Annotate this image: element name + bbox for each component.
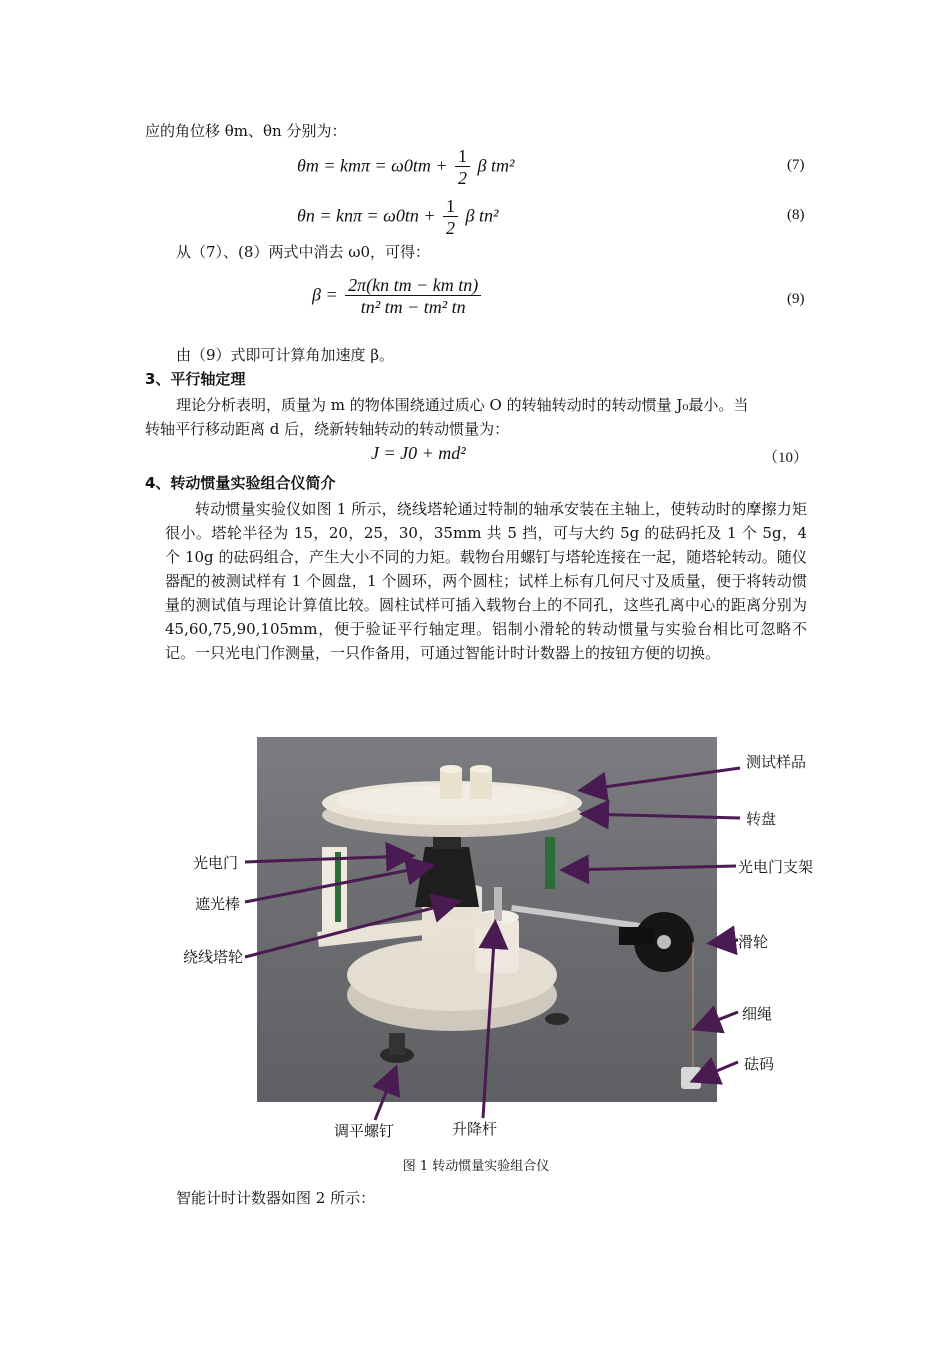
eq7-fraction bbox=[455, 146, 470, 189]
calc-line: 由（9）式即可计算角加速度 β。 bbox=[176, 346, 394, 364]
eq8-lhs: θn = knπ = ω0tn + bbox=[297, 205, 436, 226]
equation-10: J = J0 + md² bbox=[371, 443, 466, 463]
eq7-number: (7) bbox=[787, 157, 805, 173]
eq9-number: (9) bbox=[787, 291, 805, 307]
eq7-frac-num: 1 bbox=[455, 146, 470, 167]
intro-line: 应的角位移 θm、θn 分别为： bbox=[145, 122, 347, 140]
section-4-body bbox=[165, 497, 807, 665]
eq8-frac-num: 1 bbox=[443, 196, 458, 217]
section-4-title: 4、转动惯量实验组合仪简介 bbox=[145, 474, 336, 492]
closing-line: 智能计时计数器如图 2 所示： bbox=[176, 1189, 376, 1207]
label-pulley: 滑轮 bbox=[738, 933, 769, 951]
label-weight: 砝码 bbox=[744, 1055, 775, 1073]
eq8-frac-den: 2 bbox=[446, 218, 455, 238]
label-shade-rod: 遮光棒 bbox=[195, 895, 241, 913]
label-turntable: 转盘 bbox=[746, 810, 777, 828]
equation-7 bbox=[297, 146, 514, 189]
label-tower-wheel: 绕线塔轮 bbox=[183, 948, 244, 966]
section-4-paragraph: 转动惯量实验仪如图 1 所示，绕线塔轮通过特制的轴承安装在主轴上，使转动时的摩擦力矩很小。塔轮半径为 15，20，25，30，35mm 共 5 挡，可与大约 5g 的砝码托及 1 个 5g，4 个 10g 的砝码组合，产生大小不同的力矩。载物台用螺钉与塔轮连接在一起，随塔轮转动。随仪器配的被测试样有 1 个圆盘，1 个圆环，两个圆柱；试样上标有几何尺寸及质量，便于将转动惯量的测试值与理论计算值比较。圆柱试样可插入载物台上的不同孔，这些孔离中心的距离分别为 45,60,75,90,105mm，便于验证平行轴定理。铝制小滑轮的转动惯量与实验台相比可忽略不记。一只光电门作测量，一只作备用，可通过智能计时计数器上的按钮方便的切换。 bbox=[165, 500, 807, 662]
label-photogate: 光电门 bbox=[193, 854, 239, 872]
eq9-frac-num: 2π(kn tm − km tn) bbox=[345, 275, 481, 296]
section-3-line2: 转轴平行移动距离 d 后，绕新转轴转动的转动惯量为： bbox=[145, 420, 510, 438]
eq8-number: (8) bbox=[787, 207, 805, 223]
apparatus-photo bbox=[257, 737, 717, 1102]
eq9-lhs: β = bbox=[312, 284, 338, 305]
label-photogate-bracket: 光电门支架 bbox=[738, 858, 814, 876]
eq7-rhs: β tm² bbox=[477, 155, 515, 176]
label-string: 细绳 bbox=[742, 1005, 773, 1023]
eq9-frac-den: tn² tm − tm² tn bbox=[360, 297, 466, 317]
eliminate-line: 从（7）、(8）两式中消去 ω0，可得： bbox=[176, 243, 430, 261]
eq9-fraction bbox=[345, 275, 481, 318]
eq8-fraction bbox=[443, 196, 458, 239]
eq7-frac-den: 2 bbox=[458, 168, 467, 188]
equation-8 bbox=[297, 196, 498, 239]
eq7-lhs: θm = kmπ = ω0tm + bbox=[297, 155, 448, 176]
section-3-title: 3、平行轴定理 bbox=[145, 370, 246, 388]
figure-caption: 图 1 转动惯量实验组合仪 bbox=[402, 1159, 550, 1174]
eq10-number: （10） bbox=[763, 450, 809, 466]
eq8-rhs: β tn² bbox=[465, 205, 499, 226]
label-test-sample: 测试样品 bbox=[746, 753, 807, 771]
equation-9 bbox=[312, 275, 484, 318]
label-leveling-screw: 调平螺钉 bbox=[334, 1122, 395, 1140]
label-lift-rod: 升降杆 bbox=[452, 1120, 498, 1138]
section-3-line1: 理论分析表明，质量为 m 的物体围绕通过质心 O 的转轴转动时的转动惯量 J₀最小。当 bbox=[176, 396, 749, 414]
apparatus-drawing bbox=[257, 737, 717, 1102]
